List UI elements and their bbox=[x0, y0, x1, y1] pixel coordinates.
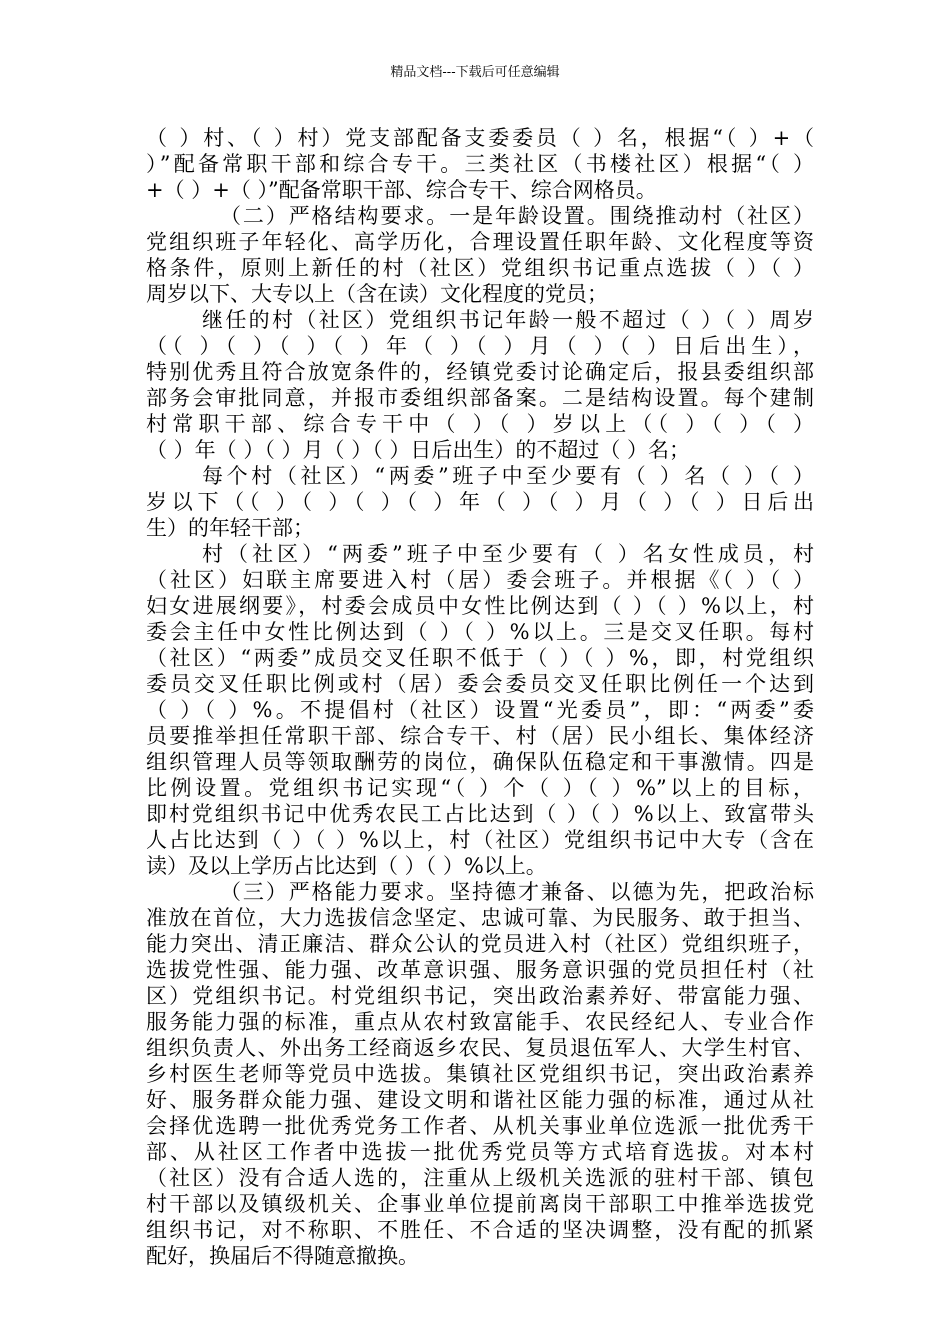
text-line: 配好，换届后不得随意撤换。 bbox=[146, 1244, 419, 1268]
text-line: 部、从社区工作者中选拔一批优秀党员等方式培育选拔。对本村 bbox=[146, 1140, 814, 1164]
text-line: 特别优秀且符合放宽条件的，经镇党委讨论确定后，报县委组织部 bbox=[146, 360, 814, 384]
text-line: 人占比达到（ ）（ ）%以上，村（社区）党组织书记中大专（含在 bbox=[146, 828, 814, 852]
text-line: +（ ）+（ ）”配备常职干部、综合专干、综合网格员。 bbox=[146, 178, 657, 202]
text-line: 服务能力强的标准，重点从农村致富能手、农民经纪人、专业合作 bbox=[146, 1010, 814, 1034]
text-line: 继任的村（社区）党组织书记年龄一般不超过（ ）（ ）周岁 bbox=[202, 308, 814, 332]
text-line: 生）的年轻干部； bbox=[146, 516, 314, 540]
document-body bbox=[146, 125, 814, 1269]
page-header: 精品文档---下载后可任意编辑 bbox=[390, 65, 560, 80]
text-line: 周岁以下、大专以上（含在读）文化程度的党员； bbox=[146, 282, 608, 306]
text-line: （（ ）（ ）（ ）（ ）年（ ）（ ）月（ ）（ ）日后出生）， bbox=[146, 334, 814, 358]
text-line: 村干部以及镇级机关、企事业单位提前离岗干部职工中推举选拔党 bbox=[146, 1192, 814, 1216]
text-line: 党组织班子年轻化、高学历化，合理设置任职年龄、文化程度等资 bbox=[146, 230, 814, 254]
text-line: （社区）“两委”成员交叉任职不低于（ ）（ ）%，即，村党组织 bbox=[146, 646, 814, 670]
text-line: 乡村医生老师等党员中选拔。集镇社区党组织书记，突出政治素养 bbox=[146, 1062, 814, 1086]
text-line: 会择优选聘一批优秀党务工作者、从机关事业单位选派一批优秀干 bbox=[146, 1114, 814, 1138]
text-line: 区）党组织书记。村党组织书记，突出政治素养好、带富能力强、 bbox=[146, 984, 814, 1008]
text-line: （三）严格能力要求。坚持德才兼备、以德为先，把政治标 bbox=[220, 880, 814, 904]
text-line: （ ）年（ ）（ ）月（ ）（ ）日后出生）的不超过（ ）名； bbox=[146, 438, 691, 462]
text-line: 村（社区）“两委”班子中至少要有（ ）名女性成员，村 bbox=[202, 542, 814, 566]
text-line: 组织负责人、外出务工经商返乡农民、复员退伍军人、大学生村官、 bbox=[146, 1036, 814, 1060]
text-line: 组织书记，对不称职、不胜任、不合适的坚决调整，没有配的抓紧 bbox=[146, 1218, 814, 1242]
text-line: 部务会审批同意，并报市委组织部备案。二是结构设置。每个建制 bbox=[146, 386, 814, 410]
text-line: 好、服务群众能力强、建设文明和谐社区能力强的标准，通过从社 bbox=[146, 1088, 814, 1112]
text-line: 比例设置。党组织书记实现“（ ）个（ ）（ ）%”以上的目标， bbox=[146, 776, 814, 800]
text-line: 委员交叉任职比例或村（居）委会委员交叉任职比例任一个达到 bbox=[146, 672, 814, 696]
text-line: 格条件，原则上新任的村（社区）党组织书记重点选拔（ ）（ ） bbox=[146, 256, 814, 280]
text-line: 准放在首位，大力选拔信念坚定、忠诚可靠、为民服务、敢于担当、 bbox=[146, 906, 814, 930]
text-line: （二）严格结构要求。一是年龄设置。围绕推动村（社区） bbox=[220, 204, 814, 228]
text-line: （社区）妇联主席要进入村（居）委会班子。并根据《（ ）（ ） bbox=[146, 568, 814, 592]
text-line: 能力突出、清正廉洁、群众公认的党员进入村（社区）党组织班子， bbox=[146, 932, 814, 956]
text-line: （ ）（ ）%。不提倡村（社区）设置“光委员”，即：“两委”委 bbox=[146, 698, 814, 722]
text-line: （ ）村、（ ）村）党支部配备支委委员（ ）名，根据“（ ）+（ bbox=[146, 126, 814, 150]
text-line: 即村党组织书记中优秀农民工占比达到（ ）（ ）%以上、致富带头 bbox=[146, 802, 814, 826]
text-line: 每个村（社区）“两委”班子中至少要有（ ）名（ ）（ ） bbox=[202, 464, 814, 488]
text-line: 选拔党性强、能力强、改革意识强、服务意识强的党员担任村（社 bbox=[146, 958, 814, 982]
text-line: 委会主任中女性比例达到（ ）（ ）%以上。三是交叉任职。每村 bbox=[146, 620, 814, 644]
text-line: 村常职干部、综合专干中（ ）（ ）岁以上（（ ）（ ）（ ） bbox=[146, 412, 814, 436]
text-line: 员要推举担任常职干部、综合专干、村（居）民小组长、集体经济 bbox=[146, 724, 814, 748]
text-line: 岁以下（（ ）（ ）（ ）（ ）年（ ）（ ）月（ ）（ ）日后出 bbox=[146, 490, 814, 514]
text-line: ）”配备常职干部和综合专干。三类社区（书楼社区）根据“（ ） bbox=[146, 152, 814, 176]
text-line: （社区）没有合适人选的，注重从上级机关选派的驻村干部、镇包 bbox=[146, 1166, 814, 1190]
text-line: 组织管理人员等领取酬劳的岗位，确保队伍稳定和干事激情。四是 bbox=[146, 750, 814, 774]
text-line: 读）及以上学历占比达到（ ）（ ）%以上。 bbox=[146, 854, 547, 878]
text-line: 妇女进展纲要》，村委会成员中女性比例达到（ ）（ ）%以上，村 bbox=[146, 594, 814, 618]
